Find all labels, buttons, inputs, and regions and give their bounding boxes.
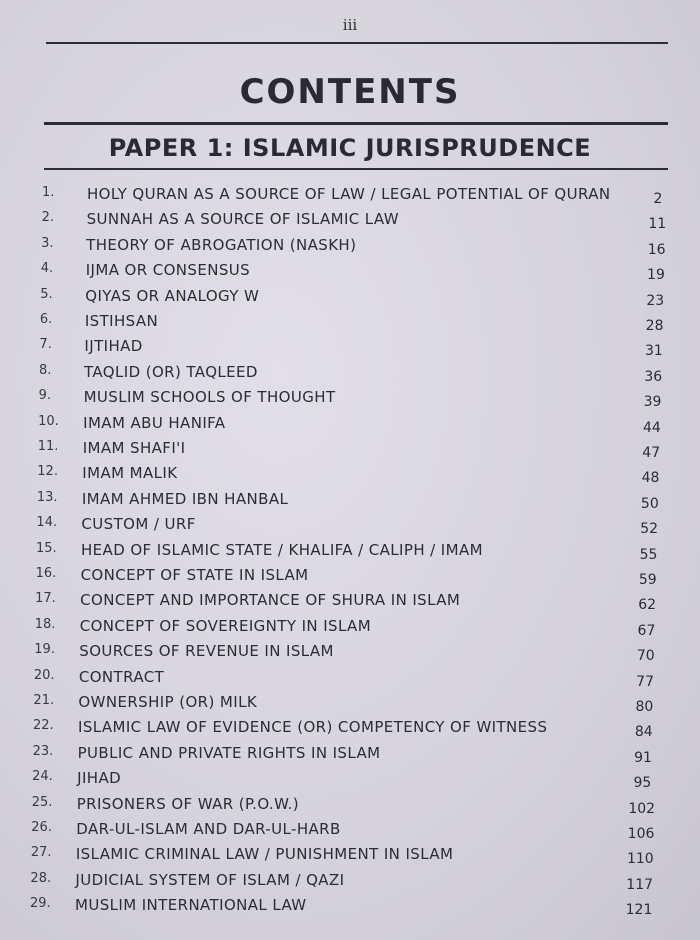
toc-entry-page: 2 [653,191,663,207]
toc-entry-number: 2. [41,210,54,226]
toc-entry-page: 16 [647,241,666,258]
toc-entry-page: 110 [626,851,654,868]
toc-entry-page: 28 [645,318,664,334]
toc-entry-page: 52 [640,521,659,538]
section-title: PAPER 1: ISLAMIC JURISPRUDENCE [108,134,592,162]
toc-entry [0,261,665,284]
toc-entry [0,769,652,792]
toc-entry-title: CONTRACT [78,667,165,686]
title-rule-bottom [44,168,668,170]
toc-entry-number: 25. [31,794,53,810]
toc-entry [0,286,665,309]
toc-entry-page: 39 [643,394,662,411]
toc-entry-page: 47 [642,445,661,461]
toc-entry-number: 22. [33,718,54,734]
toc-entry-number: 1. [42,185,55,200]
title-rule-top [44,122,668,125]
toc-entry-title: IMAM AHMED IBN HANBAL [81,489,289,508]
toc-entry [0,185,663,207]
toc-entry-page: 67 [637,622,656,639]
toc-entry-title: PRISONERS OF WAR (P.O.W.) [76,794,300,813]
toc-entry-page: 117 [626,876,654,893]
toc-entry-title: IJMA OR CONSENSUS [85,261,251,280]
contents-title: CONTENTS [239,72,461,112]
toc-entry [0,870,654,893]
toc-entry-title: HOLY QURAN AS A SOURCE OF LAW / LEGAL POTENTIAL OF QURAN [87,185,611,203]
toc-entry-page: 59 [638,572,657,588]
toc-entry-title: JUDICIAL SYSTEM OF ISLAM / QAZI [75,870,345,889]
toc-entry-title: CONCEPT AND IMPORTANCE OF SHURA IN ISLAM [80,591,461,610]
toc-entry-number: 8. [39,362,52,378]
toc-entry-page: 62 [638,597,657,614]
toc-entry-title: CONCEPT OF SOVEREIGNTY IN ISLAM [79,616,372,635]
toc-entry-number: 14. [36,515,58,531]
toc-entry-title: IMAM MALIK [82,464,178,483]
toc-entry-page: 36 [644,368,663,385]
toc-entry-number: 21. [33,693,55,708]
toc-entry-page: 95 [633,775,652,792]
toc-entry-page: 70 [636,648,655,665]
toc-entry [0,820,655,842]
toc-entry-number: 5. [40,286,53,302]
toc-entry-title: JIHAD [77,769,122,788]
toc-entry-page: 44 [642,419,661,436]
toc-entry-title: SOURCES OF REVENUE IN ISLAM [79,642,334,661]
toc-entry [0,362,663,385]
toc-entry-title: ISTIHSAN [84,312,159,330]
toc-entry-page: 121 [625,902,653,919]
toc-entry-number: 4. [40,261,54,277]
toc-entry-number: 18. [34,616,56,632]
toc-entry [0,210,667,233]
toc-entry-number: 16. [35,566,57,581]
toc-entry-number: 20. [33,667,55,683]
toc-entry-title: ISLAMIC LAW OF EVIDENCE (OR) COMPETENCY OF WITNESS [78,718,548,737]
toc-entry [0,489,659,512]
toc-entry-number: 6. [39,312,53,327]
toc-entry [0,235,666,258]
toc-entry-number: 12. [37,464,58,480]
toc-entry [0,743,652,766]
toc-entry-title: IMAM ABU HANIFA [83,413,226,432]
toc-entry [0,337,663,360]
toc-entry-page: 106 [627,826,655,842]
toc-entry-title: QIYAS OR ANALOGY W [85,286,260,305]
toc-entry-number: 19. [34,642,55,658]
toc-entry-page: 84 [634,724,653,741]
toc-entry-title: MUSLIM SCHOOLS OF THOUGHT [83,388,336,407]
toc-entry-page: 55 [639,546,658,563]
toc-entry-title: CUSTOM / URF [81,515,196,534]
toc-entry-number: 24. [32,769,53,785]
toc-entry-title: IMAM SHAFI'I [82,439,186,457]
toc-entry [0,464,660,487]
toc-entry-page: 31 [645,343,663,360]
toc-entry [0,388,662,411]
toc-entry [0,566,657,588]
toc-entry-page: 19 [647,267,665,284]
toc-entry [0,312,664,334]
page-number: iii [342,16,358,34]
toc-entry [0,718,653,741]
toc-entry-number: 10. [38,413,59,429]
toc-entry-number: 17. [35,591,56,607]
toc-entry-page: 80 [635,699,654,715]
toc-entry-number: 15. [36,540,57,556]
header-rule [46,42,668,44]
toc-entry [0,642,655,665]
toc-entry-title: IJTIHAD [84,337,143,356]
toc-entry-number: 13. [36,489,58,505]
toc-entry-page: 50 [640,495,659,512]
toc-entry-page: 91 [634,749,652,766]
toc-entry-number: 29. [30,896,51,912]
toc-entry-number: 7. [39,337,52,353]
toc-entry-page: 23 [646,292,665,309]
toc-entry-page: 48 [641,470,660,487]
toc-entry-title: HEAD OF ISLAMIC STATE / KHALIFA / CALIPH / IMAM [81,540,483,559]
toc-entry [0,515,659,538]
toc-entry-number: 11. [37,439,59,454]
toc-entry [0,794,656,817]
toc-entry [0,591,657,614]
toc-entry-title: CONCEPT OF STATE IN ISLAM [80,566,309,584]
toc-entry-page: 102 [628,800,656,817]
toc-entry-number: 9. [38,388,51,404]
toc-entry-number: 27. [30,845,52,861]
toc-entry-title: THEORY OF ABROGATION (NASKH) [86,235,357,254]
toc-entry-page: 77 [636,673,654,690]
toc-entry-number: 28. [30,870,52,886]
toc-entry-title: ISLAMIC CRIMINAL LAW / PUNISHMENT IN ISLAM [75,845,454,864]
toc-entry [0,616,656,639]
toc-entry-title: PUBLIC AND PRIVATE RIGHTS IN ISLAM [77,743,381,762]
toc-entry-number: 23. [32,743,54,759]
toc-entry-title: DAR-UL-ISLAM AND DAR-UL-HARB [76,820,341,838]
toc-entry [0,540,658,563]
toc-entry [0,667,654,690]
toc-entry-number: 26. [31,820,52,835]
toc-entry-number: 3. [41,235,54,251]
toc-entry [0,896,653,919]
toc-entry [0,693,654,715]
toc-entry [0,845,654,868]
toc-entry-title: SUNNAH AS A SOURCE OF ISLAMIC LAW [86,210,399,229]
toc-entry-title: OWNERSHIP (OR) MILK [78,693,258,711]
toc-entry-page: 11 [648,216,667,233]
toc-entry-title: TAQLID (OR) TAQLEED [84,362,258,381]
toc-entry-title: MUSLIM INTERNATIONAL LAW [75,896,307,915]
toc-entry [0,413,661,436]
toc-entry [0,439,661,461]
